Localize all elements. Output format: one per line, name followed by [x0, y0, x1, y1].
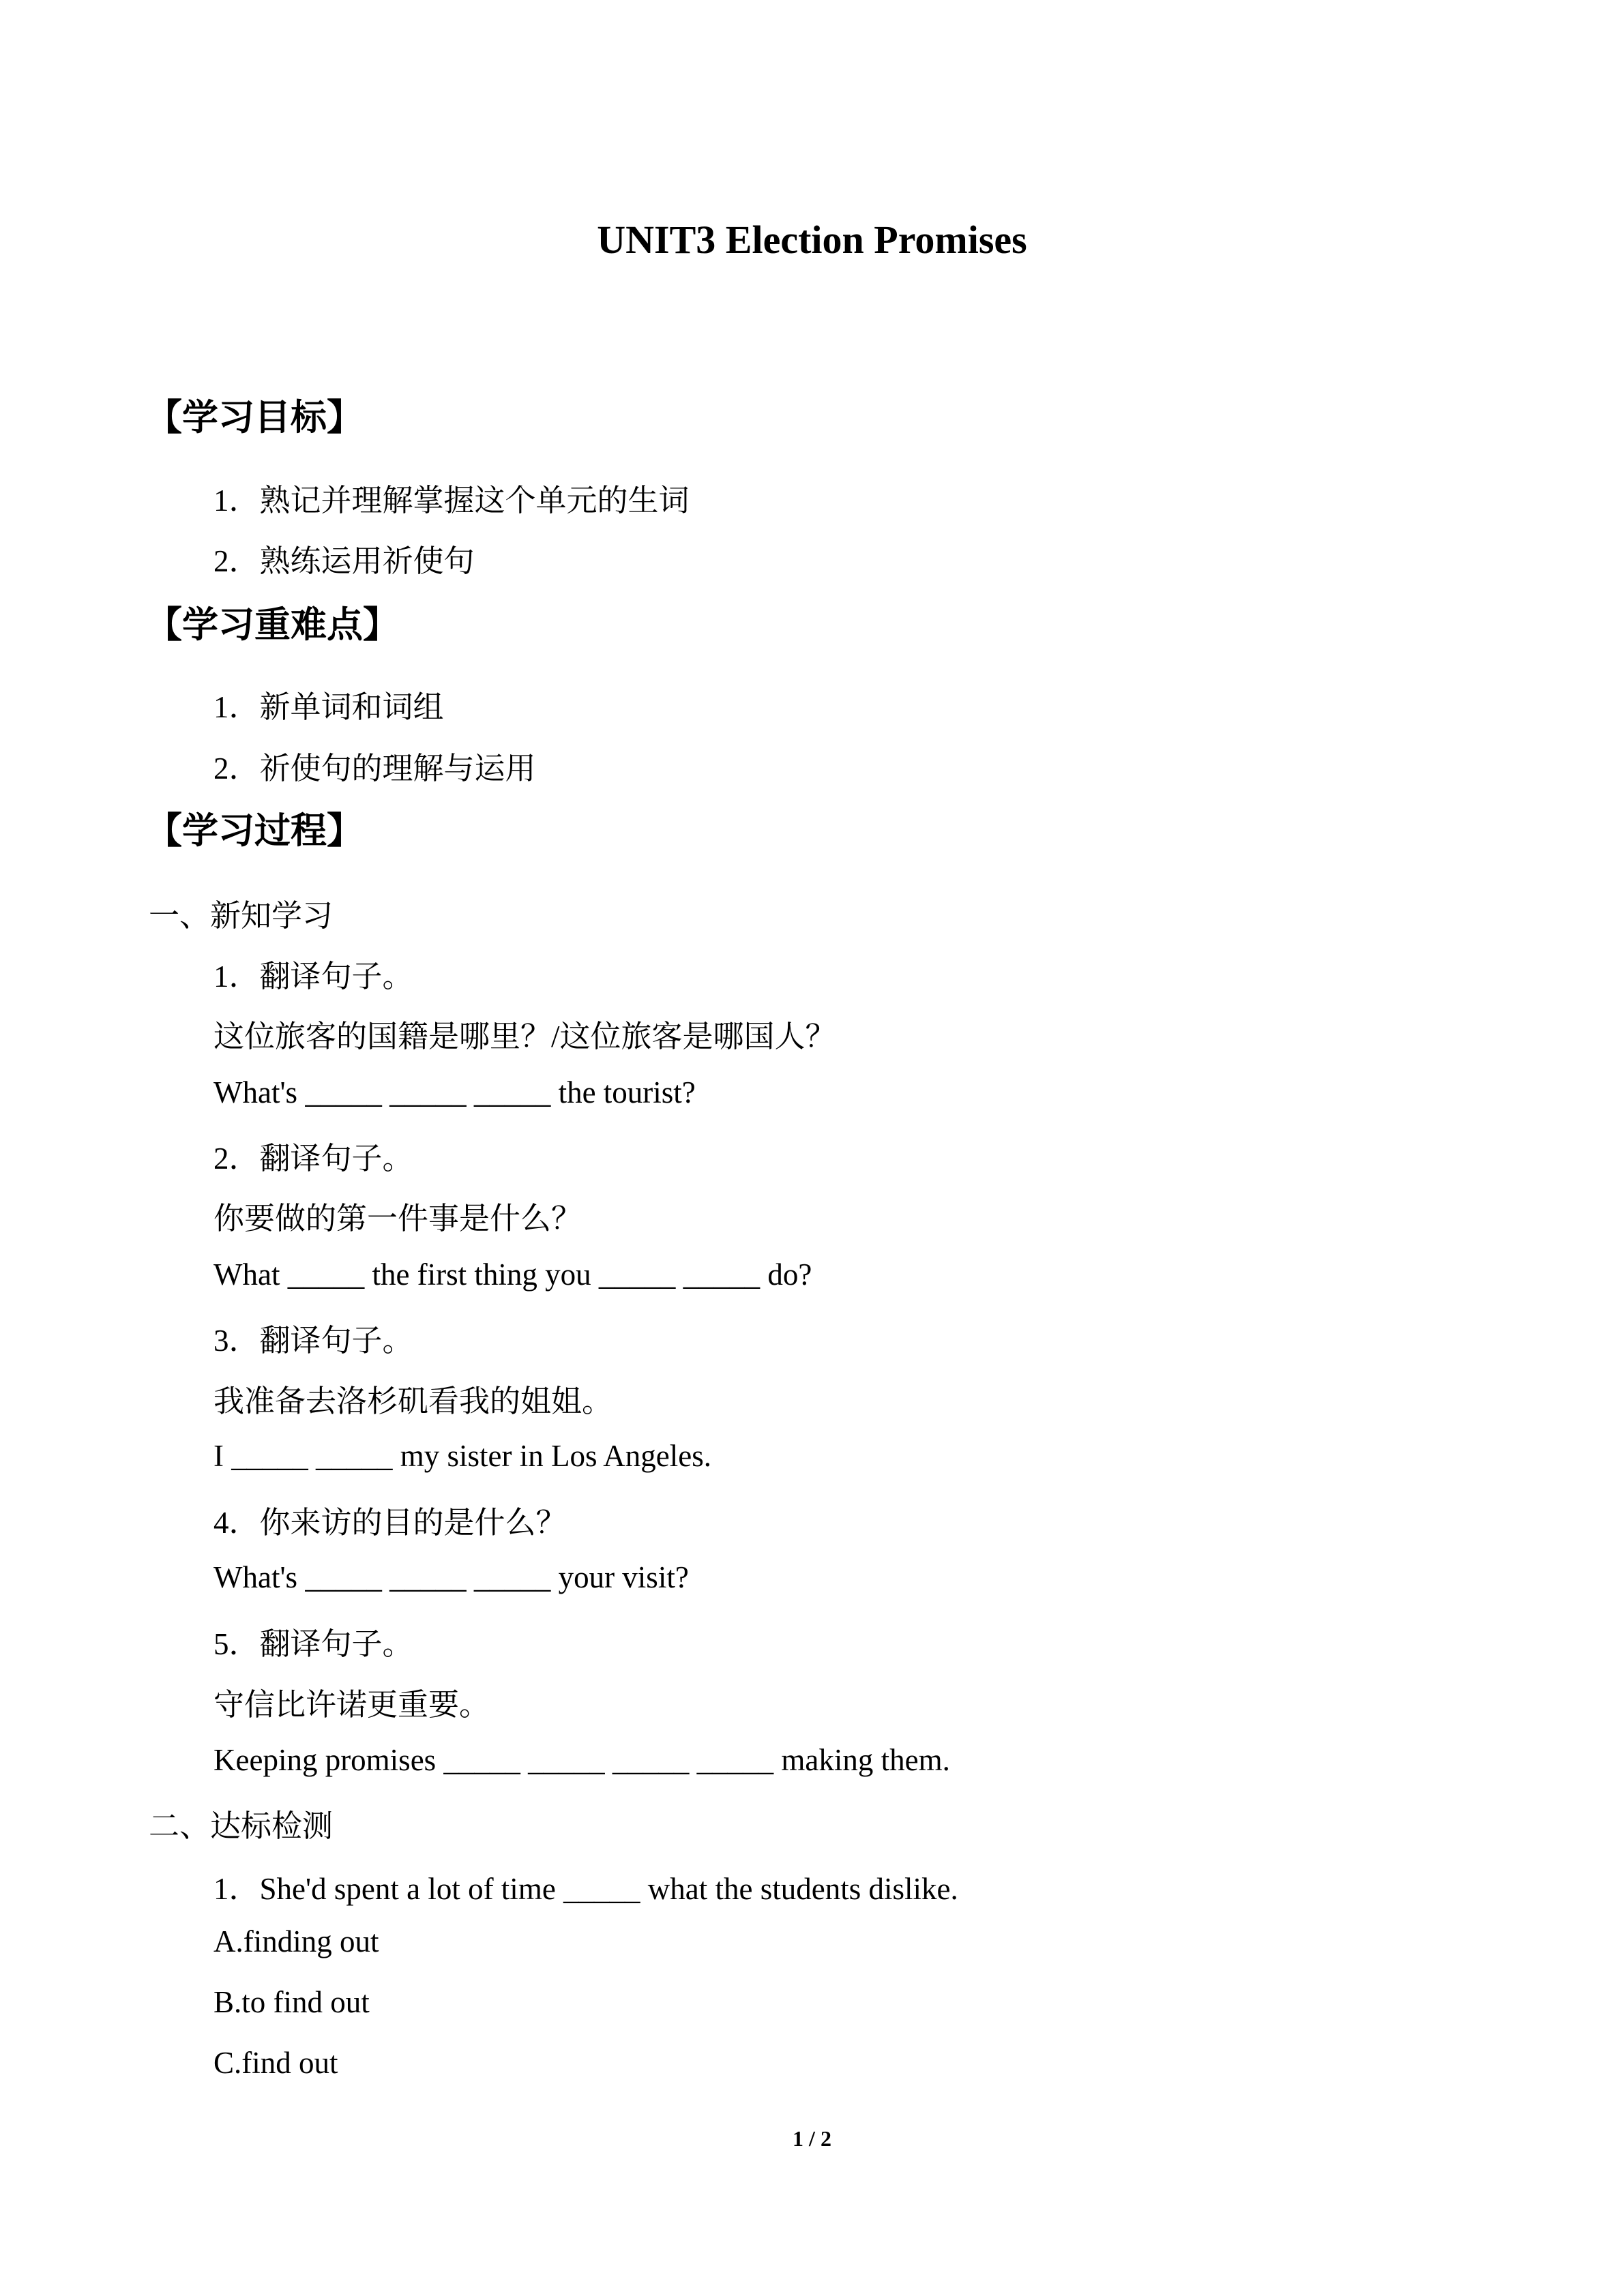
key-point-item-1: 1．新单词和词组	[213, 690, 444, 724]
page-number: 1 / 2	[793, 2126, 831, 2151]
document-title: UNIT3 Election Promises	[597, 218, 1027, 262]
heading-learning-process: 【学习过程】	[146, 810, 363, 852]
q5-chinese: 守信比许诺更重要。	[213, 1688, 490, 1722]
q3-english: I _____ _____ my sister in Los Angeles.	[213, 1439, 711, 1473]
heading-learning-goals: 【学习目标】	[146, 397, 363, 438]
q2-english: What _____ the first thing you _____ _____ do?	[213, 1257, 812, 1292]
q3-label: 3．翻译句子。	[213, 1324, 413, 1358]
heading-key-points: 【学习重难点】	[146, 604, 399, 646]
q2-label: 2．翻译句子。	[213, 1142, 413, 1176]
q1-chinese: 这位旅客的国籍是哪里？/这位旅客是哪国人？	[213, 1019, 836, 1054]
test-q1-stem: 1．She'd spent a lot of time _____ what the students dislike.	[213, 1872, 958, 1906]
q1-label: 1．翻译句子。	[213, 959, 413, 994]
test-q1-option-b: B.to find out	[213, 1985, 370, 2019]
test-q1-option-a: A.finding out	[213, 1924, 379, 1958]
q2-chinese: 你要做的第一件事是什么？	[213, 1202, 582, 1236]
q4-label: 4．你来访的目的是什么？	[213, 1506, 567, 1540]
q3-chinese: 我准备去洛杉矶看我的姐姐。	[213, 1384, 613, 1418]
q5-label: 5．翻译句子。	[213, 1627, 413, 1661]
part2-heading: 二、达标检测	[149, 1809, 334, 1843]
part1-heading: 一、新知学习	[149, 899, 334, 933]
q5-english: Keeping promises _____ _____ _____ _____ making them.	[213, 1743, 950, 1777]
q1-english: What's _____ _____ _____ the tourist?	[213, 1075, 696, 1109]
goal-item-2: 2．熟练运用祈使句	[213, 544, 475, 578]
key-point-item-2: 2．祈使句的理解与运用	[213, 751, 536, 786]
q4-english: What's _____ _____ _____ your visit?	[213, 1560, 689, 1594]
test-q1-option-c: C.find out	[213, 2046, 338, 2080]
goal-item-1: 1．熟记并理解掌握这个单元的生词	[213, 483, 690, 518]
